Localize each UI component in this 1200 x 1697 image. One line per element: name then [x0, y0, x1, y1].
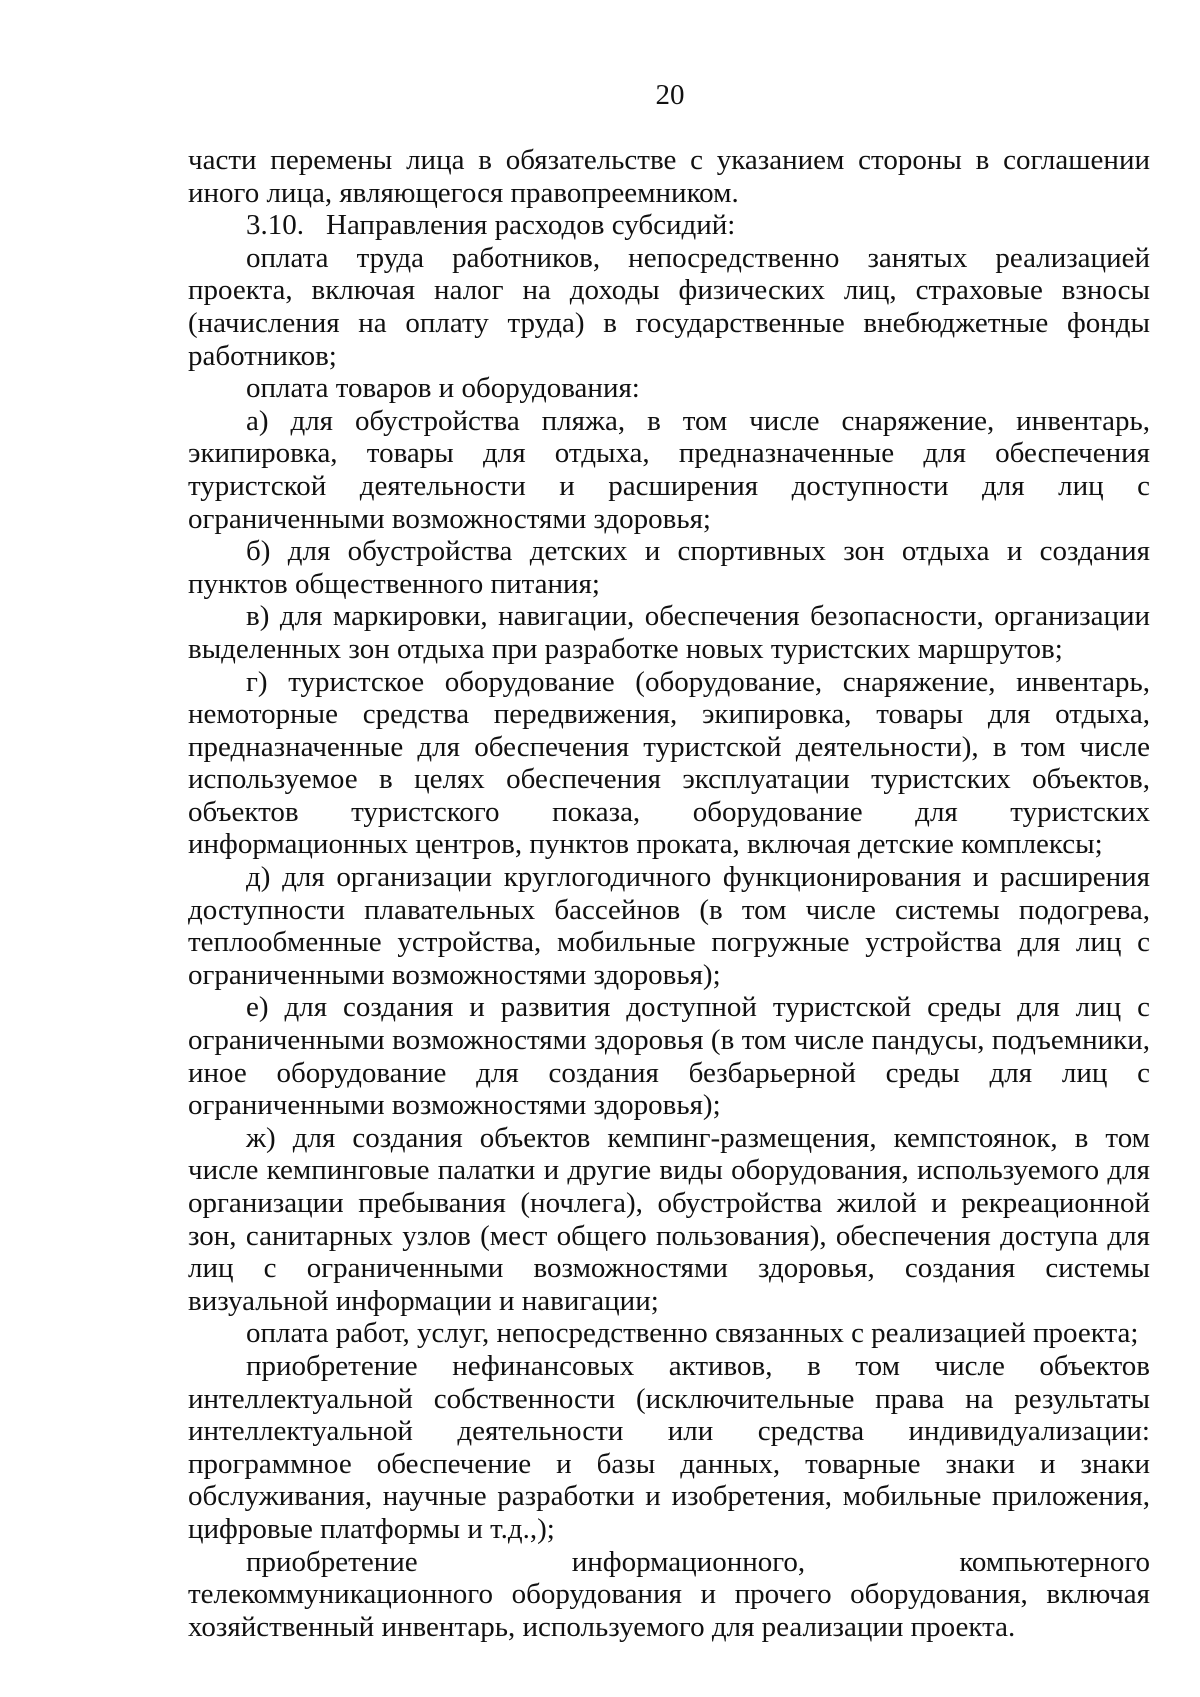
page-number: 20 — [655, 79, 685, 111]
list-item-g: г) туристское оборудование (оборудование, снаряжение, инвентарь, немоторные средства передвижения, экипировка, товары для отдыха, предназначенные для обеспечения туристской деятельности), в том числе используемое в целях обеспечения эксплуатации туристских объектов, объектов туристского показа, оборудование для туристских информационных центров, пунктов проката, включая детские комплексы; — [188, 665, 1150, 861]
paragraph-works-services: оплата работ, услуг, непосредственно связанных с реализацией проекта; — [246, 1317, 1139, 1350]
paragraph-labor-costs: оплата труда работников, непосредственно занятых реализацией проекта, включая налог на доходы физических лиц, страховые взносы (начисления на оплату труда) в государственные внебюджетные фонды работников; — [188, 241, 1150, 372]
list-item-a: а) для обустройства пляжа, в том числе снаряжение, инвентарь, экипировка, товары для отдыха, предназначенные для обеспечения туристской деятельности и расширения доступности для лиц с ограниченными возможностями здоровья; — [188, 404, 1150, 535]
list-item-v: в) для маркировки, навигации, обеспечения безопасности, организации выделенных зон отдыха при разработке новых туристских маршрутов; — [188, 600, 1150, 665]
paragraph-non-financial-assets: приобретение нефинансовых активов, в том числе объектов интеллектуальной собственности (исключительные права на результаты интеллектуальной деятельности или средства индивидуализации: программное обеспечение и базы данных, товарные знаки и знаки обслуживания, научные разработки и изобретения, мобильные приложения, цифровые платформы и т.д.,); — [188, 1349, 1150, 1545]
document-body — [188, 144, 1150, 1643]
paragraph-goods-equipment: оплата товаров и оборудования: — [246, 372, 640, 405]
section-number: 3.10. — [246, 209, 304, 242]
list-item-b: б) для обустройства детских и спортивных зон отдыха и создания пунктов общественного питания; — [188, 535, 1150, 600]
paragraph-continuation: части перемены лица в обязательстве с указанием стороны в соглашении иного лица, являющегося правопреемником. — [188, 144, 1150, 209]
section-heading — [188, 209, 1150, 242]
list-item-e: е) для создания и развития доступной туристской среды для лиц с ограниченными возможностями здоровья (в том числе пандусы, подъемники, иное оборудование для создания безбарьерной среды для лиц с ограниченными возможностями здоровья); — [188, 991, 1150, 1122]
paragraph-it-equipment: приобретение информационного, компьютерного телекоммуникационного оборудования и прочего оборудования, включая хозяйственный инвентарь, используемого для реализации проекта. — [188, 1545, 1150, 1643]
section-title: Направления расходов субсидий: — [326, 209, 736, 242]
list-item-d: д) для организации круглогодичного функционирования и расширения доступности плавательных бассейнов (в том числе системы подогрева, теплообменные устройства, мобильные погружные устройства для лиц с ограниченными возможностями здоровья); — [188, 861, 1150, 991]
list-item-zh: ж) для создания объектов кемпинг-размещения, кемпстоянок, в том числе кемпинговые палатки и другие виды оборудования, используемого для организации пребывания (ночлега), обустройства жилой и рекреационной зон, санитарных узлов (мест общего пользования), обеспечения доступа для лиц с ограниченными возможностями здоровья, создания системы визуальной информации и навигации; — [188, 1121, 1150, 1317]
